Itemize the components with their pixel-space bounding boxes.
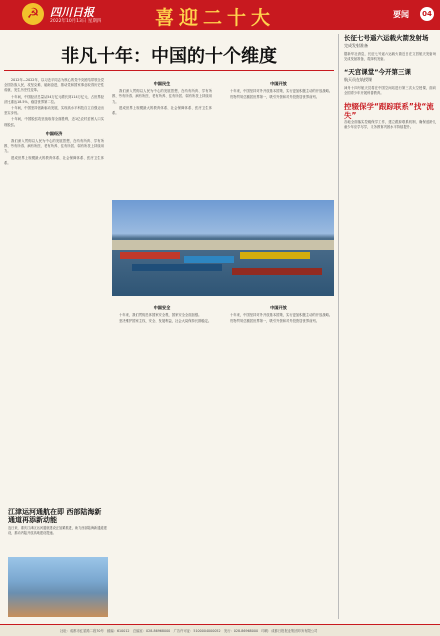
container-stack bbox=[232, 268, 322, 275]
paragraph: 十年来，中国坚持对外开放基本国策，实行更加积极主动的开放战略。 bbox=[230, 89, 333, 94]
paragraph: 十年来，中国坚持对外开放基本国策，实行更加积极主动的开放战略。 bbox=[230, 313, 333, 318]
side-story-body: 连日来，重庆江津区运河通航建设正加紧推进，助力西部陆海新通道建设，推动内陆开放高地建设提速。 bbox=[8, 526, 107, 535]
paper-date: 2022年10月13日 星期四 bbox=[50, 19, 102, 24]
subsection-title: 中国经济 bbox=[45, 130, 63, 136]
paragraph: 十年来，我们贯彻总体国家安全观，国家安全全面加强。 bbox=[119, 313, 202, 318]
article-headline: 非凡十年：中国的十个维度 bbox=[61, 46, 277, 67]
story-body: 各地全面落实控辍保学工作，建立跟踪联系机制，确保适龄儿童少年应学尽学，义务教育巩固水平持续提升。 bbox=[344, 120, 436, 129]
article-column-1 bbox=[4, 78, 104, 498]
page-number-badge: 04 bbox=[420, 7, 434, 21]
paragraph: 坚决维护国家主权、安全、发展利益，社会大局保持长期稳定。 bbox=[119, 319, 212, 324]
paragraph: 建成世界上规模最大的教育体系、社会保障体系、医疗卫生体系。 bbox=[4, 155, 104, 165]
subsection-title: 中国开放 bbox=[270, 305, 287, 310]
canal-photo bbox=[8, 557, 108, 617]
paragraph: 我们深入贯彻以人民为中心的发展思想，在幼有所育、学有所教、劳有所得、病有所医、老有所养、住有所居、弱有所扶上持续用力。 bbox=[112, 89, 212, 104]
main-article bbox=[4, 34, 334, 619]
story-headline: 控辍保学“跟踪联系”找“流失” bbox=[344, 102, 434, 120]
story-headline: 长征七号遥六运载火箭发射场 bbox=[344, 34, 429, 42]
paragraph: 建成世界上规模最大的教育体系、社会保障体系、医疗卫生体系。 bbox=[112, 105, 212, 116]
page-footer: 社址：成都市红星路二段70号 邮编：610012 总编室：028-86968000 广告许可证：5100004000052 发行：028-86968000 印刷：成都日报报业集团印务有限公司 bbox=[0, 624, 440, 636]
party-emblem-icon: ☭ bbox=[22, 3, 44, 25]
paper-name: 四川日报 bbox=[50, 6, 94, 19]
side-story-headline: 江津运河通航在即 西部陆海新通道再添新动能 bbox=[8, 508, 102, 524]
slogan: 喜迎二十大 bbox=[155, 7, 276, 29]
subsection-title: 中国开放 bbox=[270, 81, 287, 86]
article-column-4 bbox=[112, 302, 212, 612]
paragraph: 十年间，中国脱贫攻坚战取得全面胜利，近1亿农村贫困人口实现脱贫。 bbox=[4, 117, 104, 127]
story-subheadline: 完成发射准备 bbox=[344, 43, 368, 48]
article-column-5 bbox=[223, 302, 334, 612]
container-stack bbox=[184, 256, 234, 263]
paragraph: 货物贸易总额居世界第一，吸引外资和对外投资居世界前列。 bbox=[230, 319, 320, 324]
article-column-2 bbox=[112, 78, 212, 196]
paragraph: 十年间，中国坚持创新驱动发展，实现高水平科技自立自强迈出坚实步伐。 bbox=[4, 106, 104, 116]
section-label: 要闻 bbox=[393, 10, 409, 19]
container-stack bbox=[120, 252, 180, 259]
subsection-title: 中国安全 bbox=[153, 305, 171, 310]
story-body: 神舟十四号航天员将在中国空间站进行第三次太空授课，面向全国青少年开展科普教育。 bbox=[344, 86, 436, 95]
paragraph: 十年间，中国经济总量从54万亿元增长到114万亿元，占世界经济比重达18.5%，稳居世界第二位。 bbox=[4, 94, 104, 104]
masthead-banner bbox=[0, 0, 440, 30]
headline-rule bbox=[4, 70, 334, 71]
paragraph: 我们深入贯彻以人民为中心的发展思想，在幼有所育、学有所教、劳有所得、病有所医、老有所养、住有所居、弱有所扶上持续用力。 bbox=[4, 139, 104, 154]
port-photo bbox=[112, 200, 334, 296]
subsection-title: 中国民生 bbox=[153, 81, 171, 86]
paragraph: 货物贸易总额居世界第一，吸引外资和对外投资居世界前列。 bbox=[230, 95, 320, 100]
right-news-column bbox=[344, 34, 436, 619]
story-subheadline: 航天员在轨授课 bbox=[344, 77, 372, 82]
container-stack bbox=[132, 264, 222, 271]
dock-strip bbox=[112, 240, 334, 250]
story-headline: “天宫课堂”今开第三课 bbox=[344, 68, 412, 76]
paragraph: 2012年—2022年，以习近平同志为核心的党中央团结带领全党全国各族人民，攻坚克难、砥砺奋进，推动党和国家事业取得历史性成就、发生历史性变革。 bbox=[4, 78, 104, 93]
container-stack bbox=[240, 252, 310, 259]
article-column-3 bbox=[223, 78, 334, 196]
story-body: 据新华社消息，长征七号遥六运载火箭近日在文昌航天发射场完成发射准备，将择机发射。 bbox=[344, 52, 436, 61]
column-divider bbox=[338, 34, 339, 619]
